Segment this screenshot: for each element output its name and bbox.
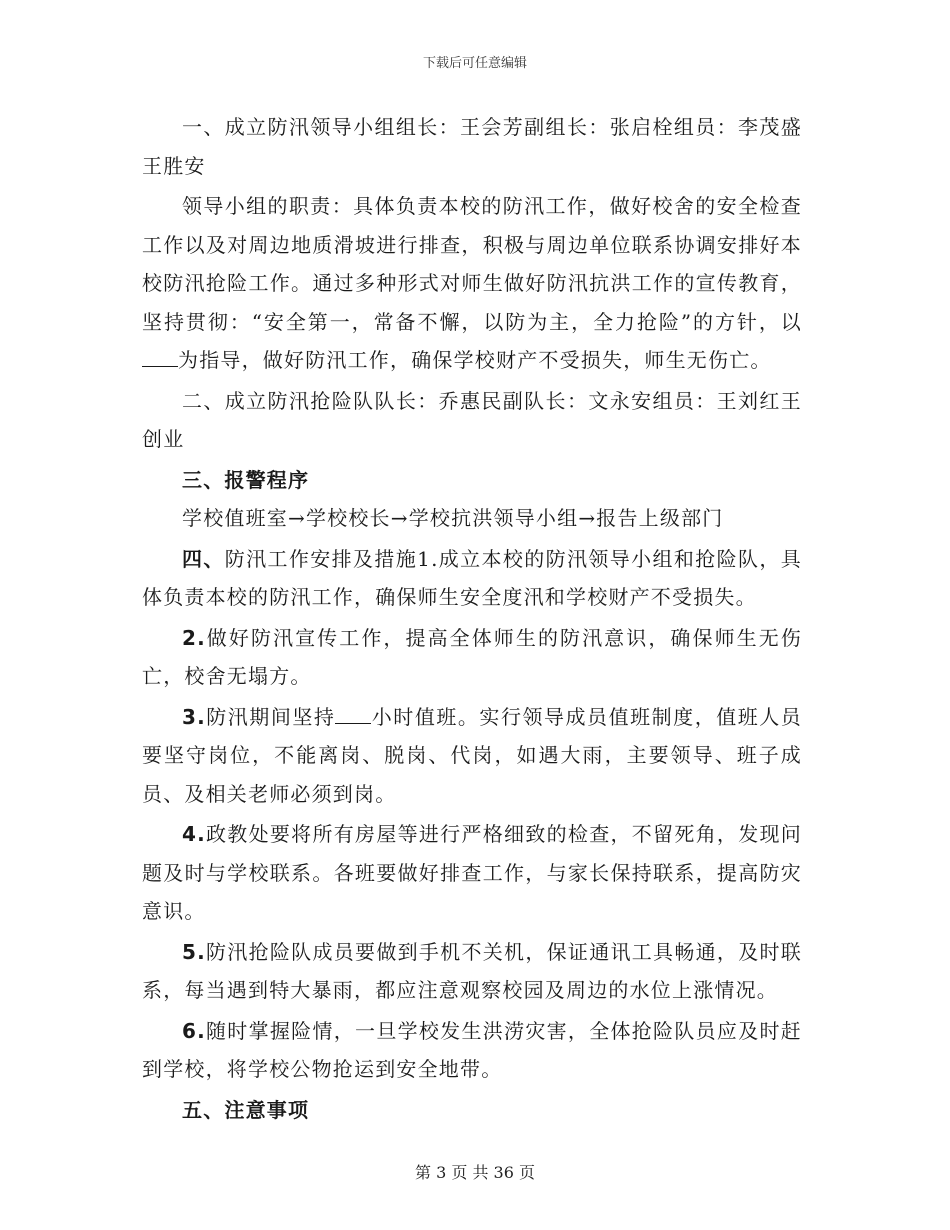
list-item xyxy=(142,933,802,1010)
item-text: 做好防汛宣传工作，提高全体师生的防汛意识，确保师生无伤亡，校舍无塌方。 xyxy=(142,625,802,688)
section-4-text: 防汛工作安排及措施1.成立本校的防汛领导小组和抢险队，具体负责本校的防汛工作，确保师生安全度汛和学校财产不受损失。 xyxy=(142,546,803,609)
blank-line xyxy=(335,707,371,724)
blank-line xyxy=(142,350,178,367)
section-5-title: 五、注意事项 xyxy=(182,1097,310,1122)
list-item xyxy=(142,698,802,814)
section-4 xyxy=(142,540,802,617)
document-body xyxy=(142,108,802,1129)
list-item xyxy=(142,1012,802,1089)
item-text-b: 小时值班。实行领导成员值班制度，值班人员要坚守岗位，不能离岗、脱岗、代岗，如遇大雨，主要领导、班子成员、及相关老师必须到岗。 xyxy=(142,704,803,806)
section-2-title: 二、 xyxy=(182,388,225,413)
item-number: 2. xyxy=(182,625,206,650)
item-text: 防汛抢险队成员要做到手机不关机，保证通讯工具畅通，及时联系，每当遇到特大暴雨，都应注意观察校园及周边的水位上涨情况。 xyxy=(142,939,802,1002)
item-text-a: 防汛期间坚持 xyxy=(205,704,336,729)
page-header: 下载后可任意编辑 xyxy=(422,56,527,71)
section-1-title: 一、 xyxy=(182,115,225,139)
section-2-text: 成立防汛抢险队队长：乔惠民副队长：文永安组员：王刘红王创业 xyxy=(142,388,802,451)
alarm-flow: 学校值班室→学校校长→学校抗洪领导小组→报告上级部门 xyxy=(182,506,724,530)
item-number: 3. xyxy=(182,704,206,729)
item-number: 6. xyxy=(182,1018,206,1043)
duty-text: 领导小组的职责：具体负责本校的防汛工作，做好校舍的安全检查工作以及对周边地质滑坡进行排查，积极与周边单位联系协调安排好本校防汛抢险工作。通过多种形式对师生做好防汛抗洪工作的宣传教育，坚持贯彻：“安全第一，常备不懈，以防为主，全力抢险”的方针，以 xyxy=(142,194,802,334)
section-4-title: 四、 xyxy=(182,546,225,571)
duty-text-end: 为指导，做好防汛工作，确保学校财产不受损失，师生无伤亡。 xyxy=(178,348,772,372)
item-number: 4. xyxy=(182,822,206,846)
section-1-duty xyxy=(142,187,802,380)
section-1 xyxy=(142,108,802,185)
section-3-title: 三、报警程序 xyxy=(182,467,310,492)
page-footer: 第 3 页 共 36 页 xyxy=(415,1163,535,1182)
section-1-text: 成立防汛领导小组组长：王会芳副组长：张启栓组员：李茂盛王胜安 xyxy=(142,115,802,178)
item-number: 5. xyxy=(182,939,206,964)
item-text: 随时掌握险情，一旦学校发生洪涝灾害，全体抢险队员应及时赶到学校，将学校公物抢运到安全地带。 xyxy=(142,1018,802,1081)
item-text: 政教处要将所有房屋等进行严格细致的检查，不留死角，发现问题及时与学校联系。各班要做好排查工作，与家长保持联系，提高防灾意识。 xyxy=(142,822,802,923)
section-2 xyxy=(142,382,802,459)
list-item xyxy=(142,619,802,696)
list-item xyxy=(142,815,802,931)
